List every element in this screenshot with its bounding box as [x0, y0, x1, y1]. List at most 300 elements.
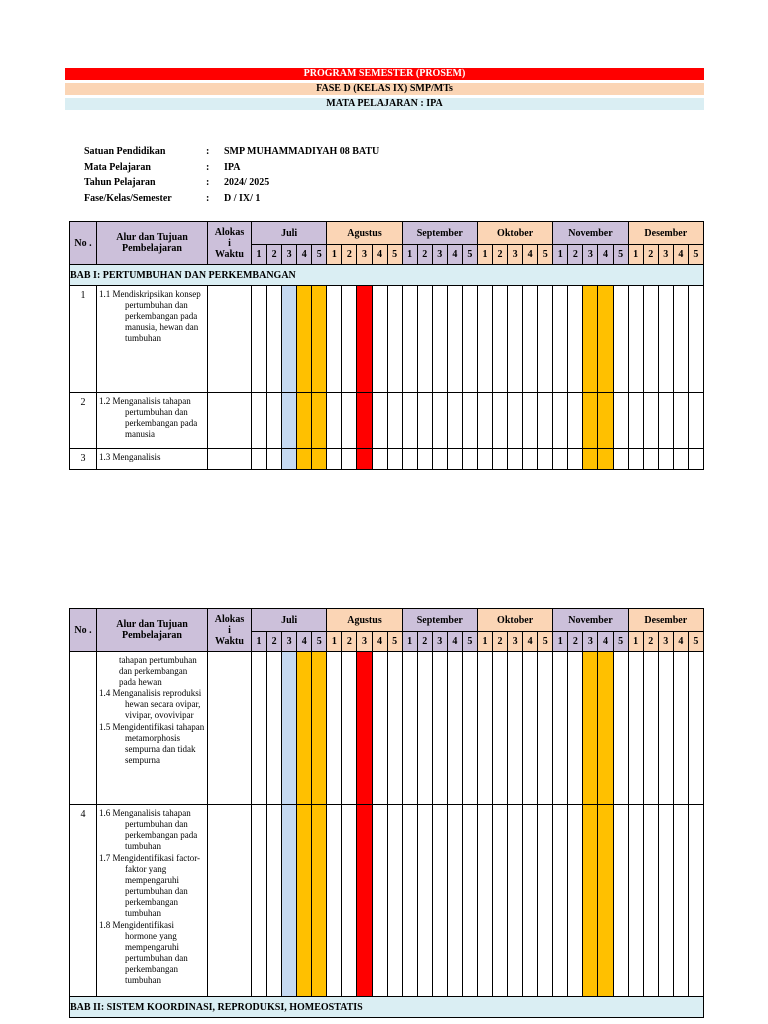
objective-number: 1.7 [99, 853, 111, 863]
week-cell [538, 286, 553, 393]
week-cell [342, 286, 357, 393]
week-cell [327, 393, 342, 449]
week-number: 1 [402, 245, 417, 265]
program-title-banner: PROGRAM SEMESTER (PROSEM) [65, 68, 704, 80]
objective-number: 1.5 [99, 722, 111, 732]
week-number: 5 [538, 245, 553, 265]
objective-item [99, 452, 205, 463]
week-cell [628, 286, 643, 393]
week-cell [297, 393, 312, 449]
week-cell [523, 286, 538, 393]
objective-item [99, 808, 205, 852]
semester-plan-table-2 [69, 608, 704, 1018]
week-number: 3 [583, 245, 598, 265]
header-row-months [70, 222, 704, 245]
week-cell [658, 652, 673, 805]
week-cell [643, 286, 658, 393]
week-cell [372, 286, 387, 393]
objective-text: Mengidentifikasi factor-faktor yang mempengaruhi pertumbuhan dan perkembangan tumbuhan [112, 853, 201, 918]
week-number: 3 [658, 245, 673, 265]
week-cell [402, 286, 417, 393]
week-number: 1 [553, 632, 568, 652]
objective-item [99, 920, 205, 986]
week-cell [583, 449, 598, 470]
info-label: Satuan Pendidikan [84, 146, 166, 158]
table-row [70, 449, 704, 470]
week-cell [493, 652, 508, 805]
week-number: 4 [447, 632, 462, 652]
week-number: 1 [628, 245, 643, 265]
info-row-fase [84, 191, 379, 207]
week-number: 5 [462, 245, 477, 265]
objective-continuation: tahapan pertumbuhan dan perkembangan pada hewan [119, 655, 197, 687]
week-cell [357, 449, 372, 470]
phase-banner: FASE D (KELAS IX) SMP/MTs [65, 83, 704, 95]
alokasi-line: Waktu [215, 635, 244, 647]
semester-plan-table-1 [69, 221, 704, 470]
week-cell [493, 286, 508, 393]
week-cell [613, 449, 628, 470]
month-header: Desember [628, 609, 703, 632]
week-cell [508, 805, 523, 997]
week-cell [688, 805, 703, 997]
week-cell [613, 286, 628, 393]
week-number: 2 [568, 245, 583, 265]
table-row [70, 393, 704, 449]
week-number: 2 [493, 632, 508, 652]
week-number: 5 [688, 245, 703, 265]
week-cell [568, 652, 583, 805]
objective-number: 1.3 [99, 452, 111, 462]
week-cell [447, 449, 462, 470]
week-cell [282, 286, 297, 393]
week-number: 1 [327, 245, 342, 265]
header-no: No . [70, 609, 97, 652]
week-cell [643, 805, 658, 997]
week-cell [252, 805, 267, 997]
week-number: 4 [447, 245, 462, 265]
week-cell [658, 449, 673, 470]
week-cell [282, 805, 297, 997]
week-number: 2 [493, 245, 508, 265]
week-number: 4 [297, 245, 312, 265]
week-cell [447, 805, 462, 997]
info-colon: : [206, 177, 210, 189]
week-cell [493, 393, 508, 449]
week-cell [417, 805, 432, 997]
week-cell [432, 449, 447, 470]
month-header: Desember [628, 222, 703, 245]
week-cell [342, 393, 357, 449]
row-number: 4 [70, 805, 97, 997]
week-cell [252, 393, 267, 449]
row-alokasi [208, 286, 252, 393]
week-cell [658, 393, 673, 449]
week-number: 4 [673, 245, 688, 265]
week-cell [477, 805, 492, 997]
week-cell [523, 652, 538, 805]
row-alokasi [208, 393, 252, 449]
week-cell [538, 652, 553, 805]
week-cell [417, 286, 432, 393]
week-cell [493, 449, 508, 470]
week-cell [267, 286, 282, 393]
week-cell [327, 805, 342, 997]
week-cell [643, 393, 658, 449]
header-alur: Alur dan Tujuan Pembelajaran [97, 609, 208, 652]
info-value: 2024/ 2025 [224, 177, 270, 189]
week-cell [312, 286, 327, 393]
week-number: 1 [477, 245, 492, 265]
week-number: 5 [538, 632, 553, 652]
week-cell [658, 286, 673, 393]
header-no: No . [70, 222, 97, 265]
week-cell [297, 286, 312, 393]
week-cell [387, 449, 402, 470]
week-cell [598, 805, 613, 997]
week-cell [538, 449, 553, 470]
week-number: 3 [658, 632, 673, 652]
week-cell [372, 805, 387, 997]
month-header: Juli [252, 222, 327, 245]
week-cell [628, 805, 643, 997]
week-cell [628, 652, 643, 805]
week-cell [583, 393, 598, 449]
week-cell [673, 449, 688, 470]
week-cell [658, 805, 673, 997]
week-cell [462, 652, 477, 805]
school-info [84, 144, 379, 206]
week-cell [477, 652, 492, 805]
month-header: Oktober [477, 609, 552, 632]
week-number: 1 [477, 632, 492, 652]
week-cell [553, 449, 568, 470]
week-number: 1 [553, 245, 568, 265]
week-cell [447, 652, 462, 805]
week-number: 4 [523, 245, 538, 265]
week-cell [372, 652, 387, 805]
week-cell [447, 393, 462, 449]
week-number: 3 [508, 632, 523, 652]
bab-row [70, 997, 704, 1018]
week-number: 4 [673, 632, 688, 652]
week-cell [387, 805, 402, 997]
week-cell [523, 805, 538, 997]
week-cell [462, 393, 477, 449]
objective-item [99, 853, 205, 919]
week-cell [613, 393, 628, 449]
week-cell [538, 805, 553, 997]
week-cell [267, 449, 282, 470]
week-number: 2 [267, 632, 282, 652]
week-cell [553, 652, 568, 805]
week-number: 4 [297, 632, 312, 652]
alokasi-line: Alokas [214, 226, 245, 238]
week-number: 3 [432, 632, 447, 652]
week-cell [673, 805, 688, 997]
week-cell [327, 652, 342, 805]
row-alur [97, 805, 208, 997]
row-number: 2 [70, 393, 97, 449]
week-cell [598, 652, 613, 805]
week-number: 3 [432, 245, 447, 265]
week-cell [417, 652, 432, 805]
week-cell [553, 393, 568, 449]
objective-text: Menganalisis tahapan pertumbuhan dan perkembangan pada manusia [112, 396, 198, 439]
week-cell [477, 286, 492, 393]
week-cell [252, 652, 267, 805]
week-cell [568, 393, 583, 449]
info-value: IPA [224, 161, 241, 173]
week-cell [568, 449, 583, 470]
objective-text: Menganalisis tahapan pertumbuhan dan perkembangan pada tumbuhan [112, 808, 198, 851]
week-cell [402, 393, 417, 449]
week-cell [493, 805, 508, 997]
objective-number: 1.2 [99, 396, 111, 406]
week-number: 5 [688, 632, 703, 652]
week-cell [282, 393, 297, 449]
week-number: 5 [312, 245, 327, 265]
week-number: 4 [598, 632, 613, 652]
alokasi-line: Waktu [215, 248, 244, 260]
week-cell [432, 393, 447, 449]
week-number: 2 [417, 632, 432, 652]
objective-text: Menganalisis reproduksi hewan secara ovipar, vivipar, ovovivipar [112, 688, 202, 720]
week-cell [432, 805, 447, 997]
week-cell [312, 393, 327, 449]
week-cell [312, 805, 327, 997]
info-value: D / IX/ 1 [224, 192, 261, 204]
week-number: 1 [252, 245, 267, 265]
header-alokasi [208, 609, 252, 652]
week-cell [402, 449, 417, 470]
week-cell [402, 652, 417, 805]
week-number: 2 [342, 245, 357, 265]
week-number: 4 [372, 245, 387, 265]
week-number: 3 [583, 632, 598, 652]
objective-number: 1.1 [99, 289, 111, 299]
month-header: September [402, 222, 477, 245]
week-cell [282, 449, 297, 470]
week-cell [688, 449, 703, 470]
objective-text: Menganalisis [112, 452, 161, 462]
week-number: 5 [462, 632, 477, 652]
month-header: Oktober [477, 222, 552, 245]
week-cell [688, 393, 703, 449]
week-cell [357, 652, 372, 805]
week-cell [688, 286, 703, 393]
week-number: 1 [252, 632, 267, 652]
week-cell [432, 652, 447, 805]
week-cell [613, 805, 628, 997]
month-header: November [553, 222, 628, 245]
objective-text: Mengidentifikasi tahapan metamorphosis sempurna dan tidak sempurna [112, 722, 205, 765]
week-number: 3 [357, 245, 372, 265]
week-number: 4 [372, 632, 387, 652]
objective-text: Mendiskripsikan konsep pertumbuhan dan perkembangan pada manusia, hewan dan tumbuhan [112, 289, 201, 343]
week-cell [673, 286, 688, 393]
week-cell [327, 286, 342, 393]
info-label: Mata Pelajaran [84, 161, 151, 173]
week-cell [447, 286, 462, 393]
week-cell [252, 286, 267, 393]
week-number: 5 [613, 632, 628, 652]
week-cell [267, 805, 282, 997]
week-cell [267, 393, 282, 449]
week-cell [372, 393, 387, 449]
objective-number: 1.8 [99, 920, 111, 930]
week-cell [613, 652, 628, 805]
bab-title: BAB I: PERTUMBUHAN DAN PERKEMBANGAN [70, 265, 704, 286]
week-number: 5 [387, 245, 402, 265]
week-cell [462, 805, 477, 997]
week-number: 1 [628, 632, 643, 652]
week-number: 2 [643, 245, 658, 265]
week-cell [312, 449, 327, 470]
row-number: 1 [70, 286, 97, 393]
week-number: 1 [327, 632, 342, 652]
row-alur [97, 393, 208, 449]
week-cell [508, 393, 523, 449]
month-header: Agustus [327, 609, 402, 632]
row-alokasi [208, 805, 252, 997]
week-number: 3 [508, 245, 523, 265]
week-cell [598, 286, 613, 393]
month-header: Juli [252, 609, 327, 632]
info-row-tahun [84, 175, 379, 191]
week-number: 5 [613, 245, 628, 265]
week-cell [312, 652, 327, 805]
week-cell [508, 652, 523, 805]
week-cell [643, 449, 658, 470]
objective-item [99, 722, 205, 766]
info-colon: : [206, 161, 210, 173]
info-row-mapel [84, 160, 379, 176]
week-cell [432, 286, 447, 393]
week-cell [297, 652, 312, 805]
week-cell [598, 393, 613, 449]
week-cell [342, 805, 357, 997]
week-cell [508, 449, 523, 470]
week-cell [387, 652, 402, 805]
row-alur [97, 449, 208, 470]
week-cell [688, 652, 703, 805]
row-alokasi [208, 449, 252, 470]
row-number: 3 [70, 449, 97, 470]
week-cell [568, 286, 583, 393]
objective-number: 1.6 [99, 808, 111, 818]
week-number: 1 [402, 632, 417, 652]
table-row [70, 652, 704, 805]
week-number: 2 [568, 632, 583, 652]
week-cell [628, 393, 643, 449]
week-cell [477, 393, 492, 449]
info-colon: : [206, 192, 210, 204]
week-cell [568, 805, 583, 997]
header-alokasi [208, 222, 252, 265]
info-value: SMP MUHAMMADIYAH 08 BATU [224, 146, 380, 158]
week-cell [372, 449, 387, 470]
objective-item [99, 289, 205, 344]
week-cell [583, 652, 598, 805]
info-row-satuan [84, 144, 379, 160]
info-label: Tahun Pelajaran [84, 177, 156, 189]
bab-row [70, 265, 704, 286]
week-cell [417, 393, 432, 449]
week-cell [387, 393, 402, 449]
table-row [70, 805, 704, 997]
week-number: 2 [267, 245, 282, 265]
header-row-months [70, 609, 704, 632]
week-cell [297, 805, 312, 997]
info-label: Fase/Kelas/Semester [84, 192, 172, 204]
subject-banner: MATA PELAJARAN : IPA [65, 98, 704, 110]
week-number: 2 [417, 245, 432, 265]
week-cell [673, 393, 688, 449]
week-cell [583, 805, 598, 997]
week-cell [538, 393, 553, 449]
info-colon: : [206, 146, 210, 158]
week-cell [462, 286, 477, 393]
week-cell [252, 449, 267, 470]
week-cell [523, 449, 538, 470]
table-row [70, 286, 704, 393]
week-number: 4 [598, 245, 613, 265]
row-alur [97, 652, 208, 805]
week-number: 2 [342, 632, 357, 652]
objective-item [99, 688, 205, 721]
week-cell [523, 393, 538, 449]
week-cell [282, 652, 297, 805]
bab-title: BAB II: SISTEM KOORDINASI, REPRODUKSI, HOMEOSTATIS [70, 997, 704, 1018]
week-cell [583, 286, 598, 393]
week-cell [357, 805, 372, 997]
month-header: November [553, 609, 628, 632]
week-number: 2 [643, 632, 658, 652]
week-cell [628, 449, 643, 470]
week-number: 3 [282, 632, 297, 652]
header-alur: Alur dan Tujuan Pembelajaran [97, 222, 208, 265]
week-cell [357, 286, 372, 393]
week-cell [267, 652, 282, 805]
objective-number: 1.4 [99, 688, 111, 698]
week-cell [387, 286, 402, 393]
week-cell [402, 805, 417, 997]
week-cell [342, 449, 357, 470]
week-cell [342, 652, 357, 805]
week-cell [553, 805, 568, 997]
week-cell [462, 449, 477, 470]
week-cell [508, 286, 523, 393]
week-cell [598, 449, 613, 470]
week-number: 3 [357, 632, 372, 652]
week-number: 5 [387, 632, 402, 652]
week-cell [553, 286, 568, 393]
week-cell [357, 393, 372, 449]
week-cell [327, 449, 342, 470]
week-cell [643, 652, 658, 805]
month-header: September [402, 609, 477, 632]
week-cell [673, 652, 688, 805]
row-number [70, 652, 97, 805]
week-cell [297, 449, 312, 470]
row-alur [97, 286, 208, 393]
objective-item [99, 396, 205, 440]
alokasi-line: Alokas [214, 613, 245, 625]
row-alokasi [208, 652, 252, 805]
week-cell [477, 449, 492, 470]
alokasi-line: i [228, 624, 231, 636]
